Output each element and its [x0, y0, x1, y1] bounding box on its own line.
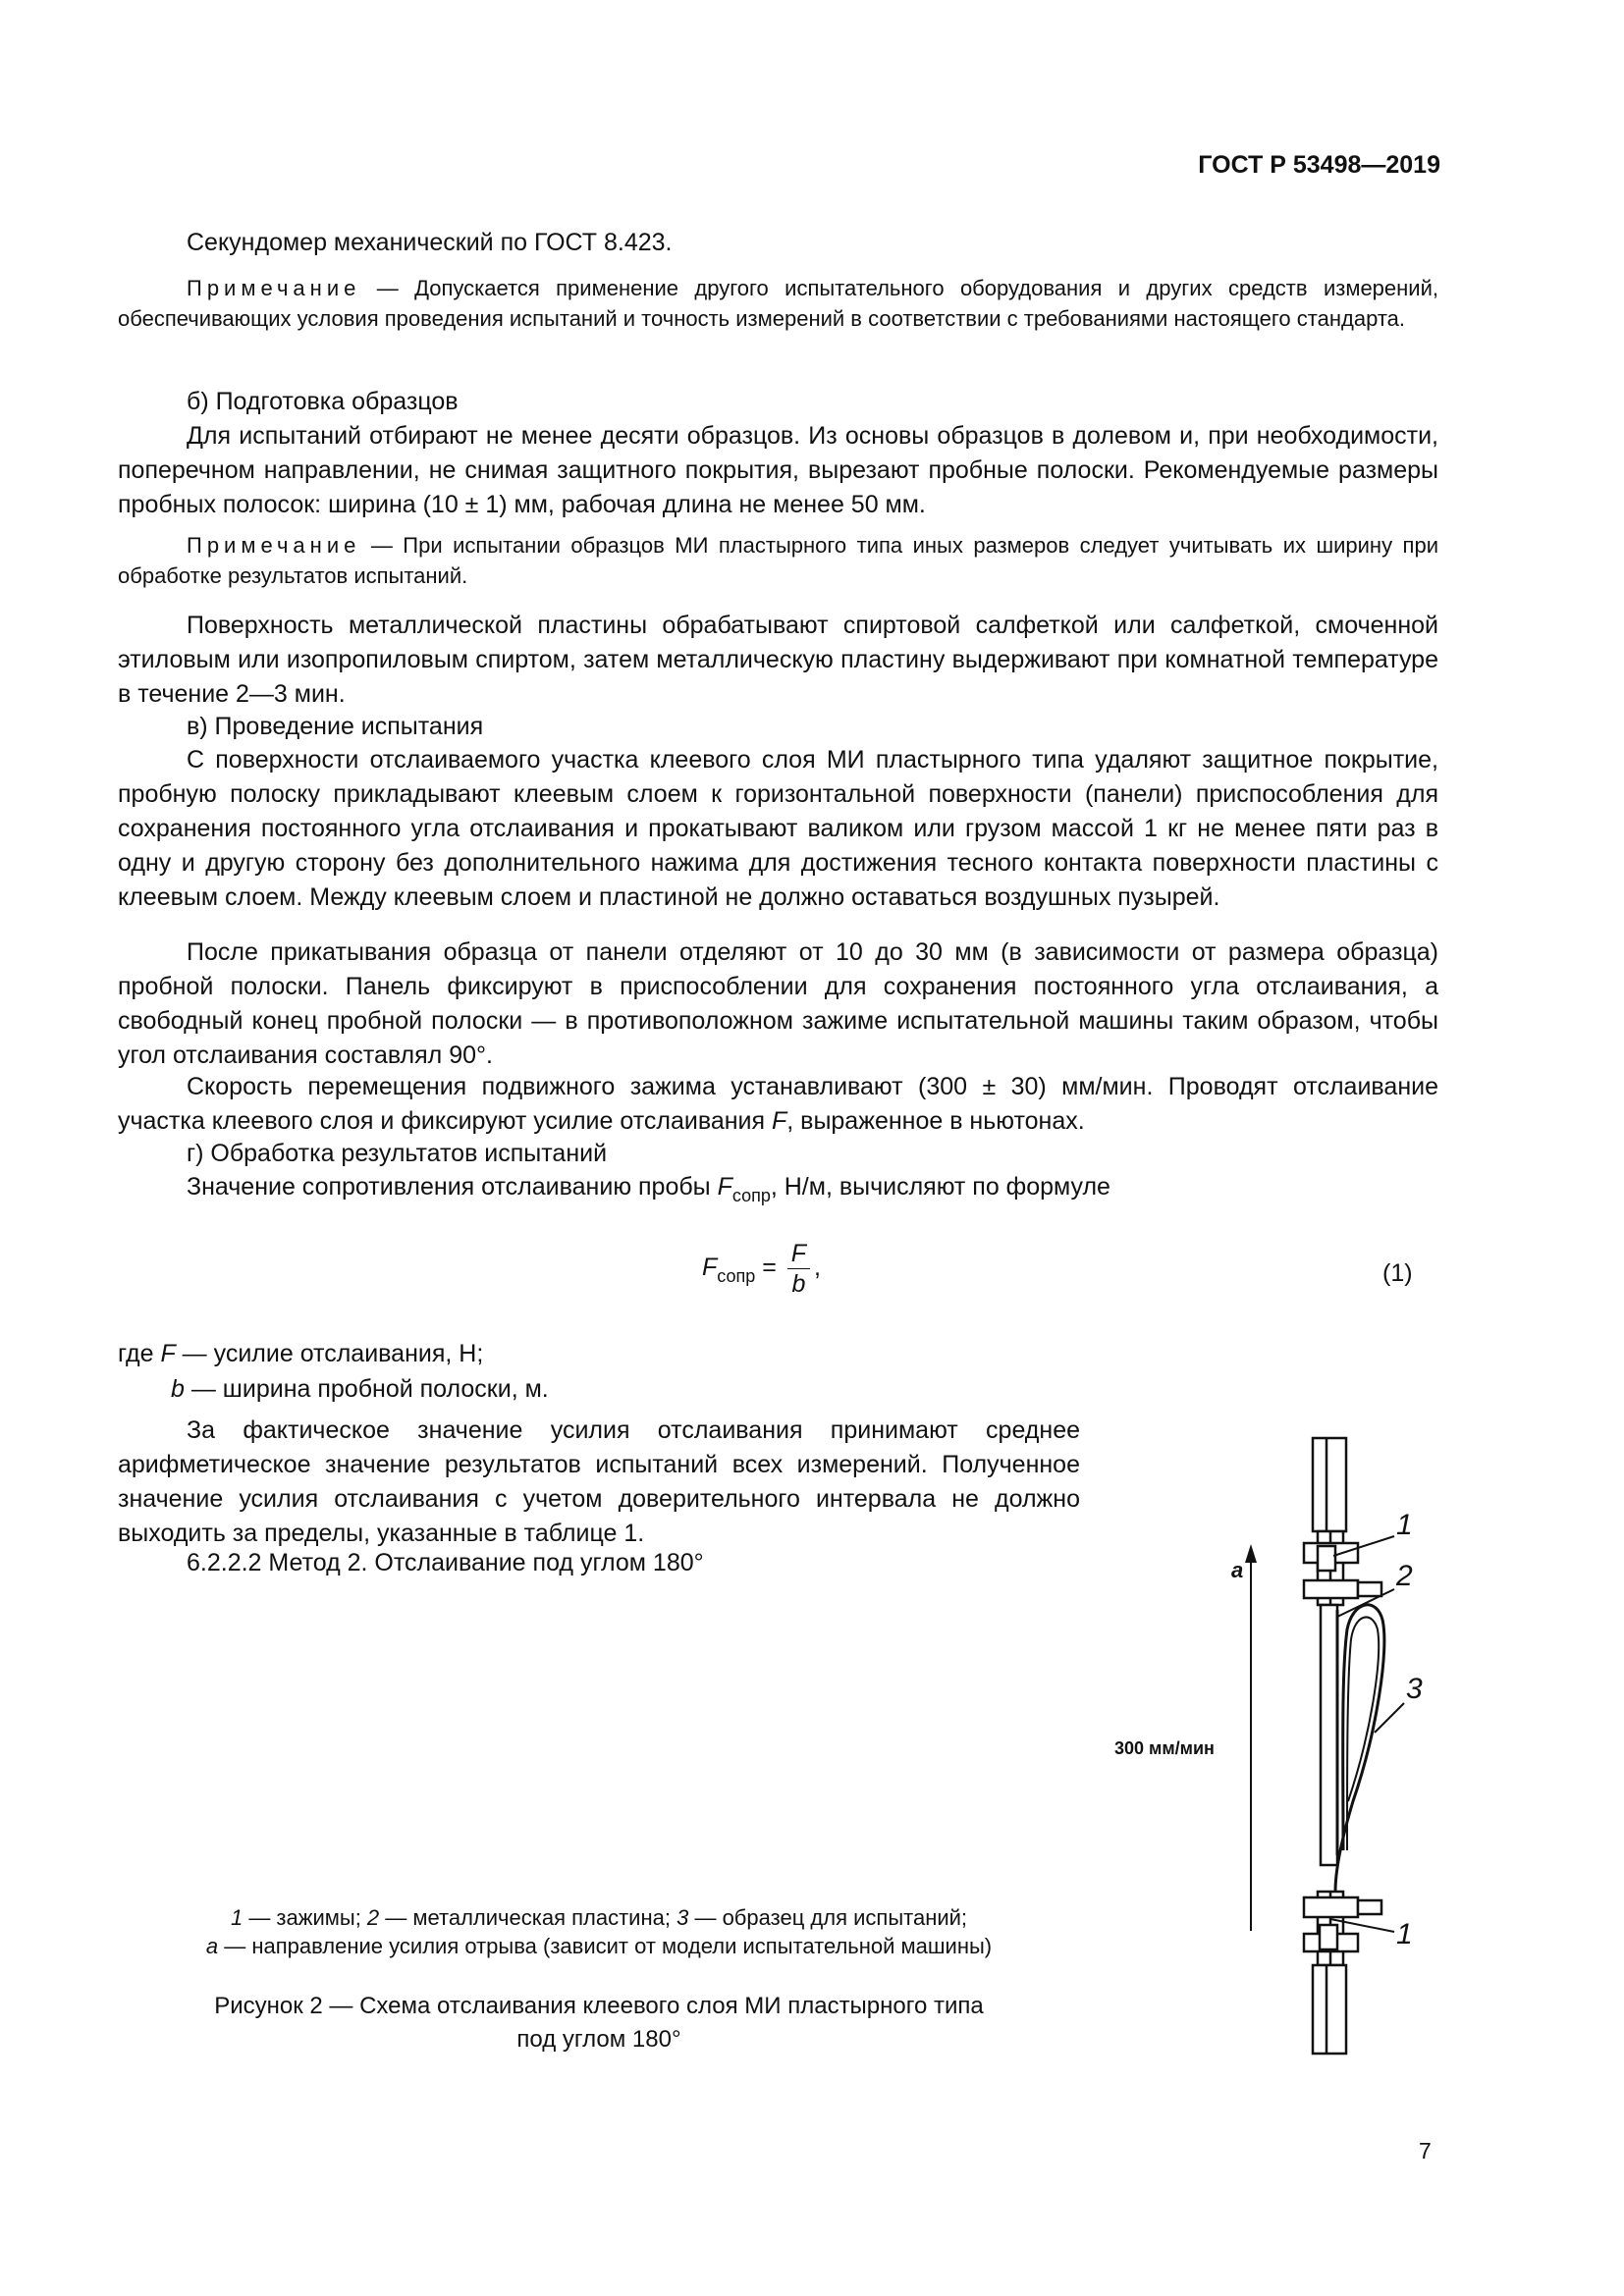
equation-number: (1)	[1382, 1259, 1413, 1287]
leader-line-3	[1375, 1703, 1404, 1733]
paragraph-procedure-2: После прикатывания образца от панели отделяют от 10 до 30 мм (в зависимости от размера образца) пробной полоски. Панель фиксируют в приспособлении для сохранения постоянного угла отслаивания, а свободный конец пробной полоски — в противоположном зажиме испытательной машины таким образом, чтобы угол отслаивания составлял 90°.	[118, 938, 1438, 1069]
top-bolt	[1358, 1582, 1381, 1596]
note-2-text: — При испытании образцов МИ пластырного типа иных размеров следует учитывать их ширину при обработке результатов испытаний.	[118, 533, 1438, 588]
direction-arrow-head	[1245, 1544, 1257, 1563]
figure-legend-line-1	[177, 1902, 1021, 1933]
metal-plate	[1321, 1605, 1337, 1865]
legend-1-text: — зажимы;	[243, 1905, 367, 1930]
figure-label-1-top: 1	[1396, 1509, 1413, 1541]
figure-label-1-bottom: 1	[1396, 1918, 1413, 1950]
formula-equals: =	[755, 1254, 784, 1282]
where-b-text: — ширина пробной полоски, м.	[184, 1375, 549, 1403]
subscript-sopr: сопр	[731, 1186, 771, 1205]
top-lower-nut	[1304, 1580, 1358, 1598]
heading-test-procedure: в) Проведение испытания	[187, 713, 484, 740]
variable-f-resist: F	[717, 1173, 732, 1201]
note-2-label: Примечание	[187, 533, 361, 558]
legend-1-num: 1	[230, 1905, 244, 1930]
figure-legend-line-2	[177, 1931, 1021, 1961]
formula-fraction	[787, 1239, 810, 1299]
paragraph-stopwatch: Секундомер механический по ГОСТ 8.423.	[187, 229, 673, 256]
legend-2-text: — металлическая пластина;	[379, 1905, 677, 1930]
paragraph-actual-value: За фактическое значение усилия отслаивания принимают среднее арифметическое значение результатов испытаний всех измерений. Полученное значение усилия отслаивания с учетом доверительного интервала не должно выходить за пределы, указанные в таблице 1.	[118, 1416, 1080, 1547]
formula-comma: ,	[814, 1254, 821, 1282]
figure-caption-line-1: Рисунок 2 — Схема отслаивания клеевого слоя МИ пластырного типа	[214, 1993, 984, 2019]
page-number: 7	[1419, 2138, 1432, 2163]
paragraph-surface: Поверхность металлической пластины обрабатывают спиртовой салфеткой или салфеткой, смоченной этиловым или изопропиловым спиртом, затем металлическую пластину выдерживают при комнатной температуре в течение 2—3 мин.	[118, 612, 1438, 708]
peel-test-diagram	[1110, 1428, 1473, 2056]
paragraph-calc-text-b: , Н/м, вычисляют по формуле	[770, 1173, 1110, 1201]
paragraph-speed	[118, 1070, 1438, 1139]
figure-label-2: 2	[1396, 1560, 1413, 1592]
where-f	[118, 1337, 1438, 1371]
top-square	[1318, 1546, 1335, 1571]
legend-3-num: 3	[677, 1905, 689, 1930]
top-rod	[1313, 1438, 1346, 1531]
where-prefix: где	[118, 1340, 161, 1367]
figure-label-speed: 300 мм/мин	[1114, 1738, 1215, 1758]
paragraph-speed-text-b: , выраженное в ньютонах.	[786, 1107, 1085, 1135]
variable-f: F	[771, 1107, 787, 1135]
heading-results-processing: г) Обработка результатов испытаний	[187, 1140, 608, 1167]
figure-caption-line-2: под углом 180°	[516, 2026, 681, 2053]
paragraph-speed-text-a: Скорость перемещения подвижного зажима устанавливают (300 ± 30) мм/мин. Проводят отслаивание участка клеевого слоя и фиксируют усилие отслаивания	[118, 1073, 1438, 1135]
where-f-var: F	[160, 1340, 176, 1367]
note-1	[118, 273, 1438, 334]
figure-label-a: a	[1231, 1558, 1244, 1582]
note-1-label: Примечание	[187, 276, 361, 300]
bottom-upper-nut	[1304, 1897, 1358, 1917]
paragraph-method-2: 6.2.2.2 Метод 2. Отслаивание под углом 180°	[187, 1549, 704, 1576]
where-f-text: — усилие отслаивания, Н;	[175, 1340, 484, 1367]
figure-label-3: 3	[1406, 1673, 1423, 1705]
paragraph-procedure-1: С поверхности отслаиваемого участка клеевого слоя МИ пластырного типа удаляют защитное покрытие, пробную полоску прикладывают клеевым слоем к горизонтальной поверхности (панели) приспособления для сохранения постоянного угла отслаивания и прокатывают валиком или грузом массой 1 кг не менее пяти раз в одну и другую сторону без дополнительного нажима для достижения тесного контакта поверхности пластины с клеевым слоем. Между клеевым слоем и пластиной не должно оставаться воздушных пузырей.	[118, 746, 1438, 911]
note-2	[118, 530, 1438, 591]
specimen-strip-inner	[1347, 1617, 1379, 1850]
bottom-rod	[1313, 1965, 1346, 2054]
figure-caption	[177, 1990, 1021, 2056]
formula-denominator: b	[791, 1270, 806, 1298]
legend-2-num: 2	[366, 1905, 380, 1930]
formula-lhs: F	[702, 1254, 718, 1282]
heading-sample-preparation: б) Подготовка образцов	[187, 388, 459, 415]
note-1-text: — Допускается применение другого испытательного оборудования и других средств измерений, обеспечивающих условия проведения испытаний и точность измерений в соответствии с требованиями настоящего стандарта.	[118, 276, 1438, 331]
document-header: ГОСТ Р 53498—2019	[1198, 151, 1440, 179]
legend-3-text: — образец для испытаний;	[688, 1905, 968, 1930]
formula-numerator: F	[787, 1239, 810, 1269]
where-b-var: b	[171, 1375, 185, 1403]
specimen-strip	[1335, 1605, 1384, 1892]
formula-1	[702, 1239, 821, 1317]
where-b	[171, 1372, 1153, 1407]
bottom-bolt	[1358, 1900, 1381, 1914]
legend-a-text: — направление усилия отрыва (зависит от модели испытательной машины)	[218, 1934, 993, 1958]
bottom-square	[1320, 1925, 1337, 1949]
formula-subscript: сопр	[717, 1266, 756, 1287]
paragraph-samples: Для испытаний отбирают не менее десяти образцов. Из основы образцов в долевом и, при необходимости, поперечном направлении, не снимая защитного покрытия, вырезают пробные полоски. Рекомендуемые размеры пробных полосок: ширина (10 ± 1) мм, рабочая длина не менее 50 мм.	[118, 422, 1438, 518]
legend-a-letter: а	[205, 1934, 219, 1958]
paragraph-calc-text-a: Значение сопротивления отслаиванию пробы	[187, 1173, 718, 1201]
paragraph-calculation	[118, 1170, 1438, 1204]
